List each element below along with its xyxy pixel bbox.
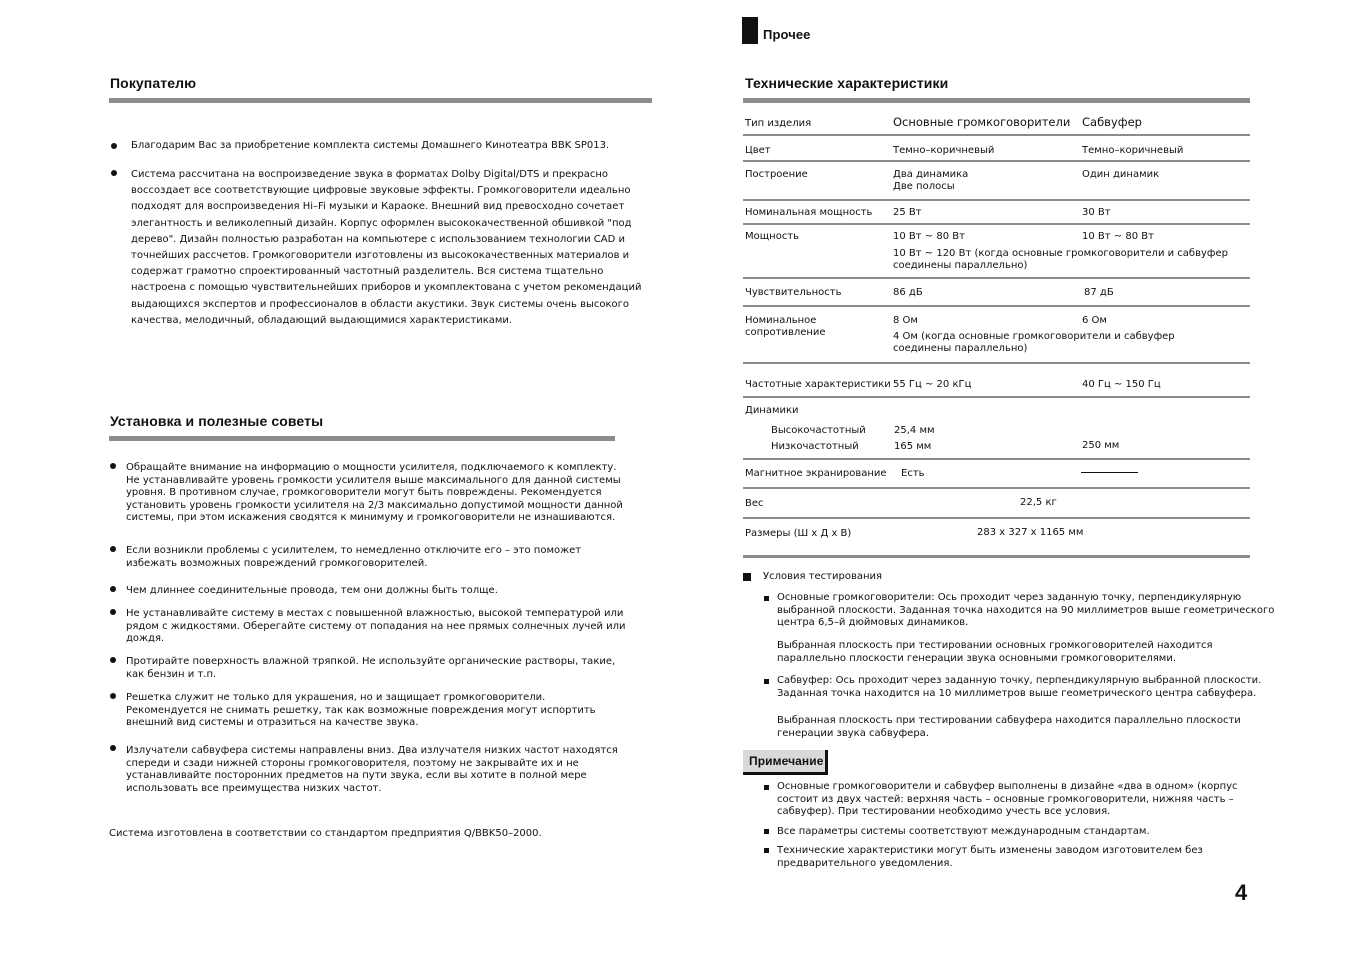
section-title-customer: Покупателю xyxy=(110,75,197,91)
section-rule xyxy=(109,98,652,103)
spec-label-drivers: Динамики xyxy=(745,405,799,416)
spec-label-weight: Вес xyxy=(745,498,764,509)
chapter-label: Прочее xyxy=(763,27,811,42)
bullet-icon xyxy=(110,546,116,552)
table-bottom-rule xyxy=(743,555,1250,558)
spec-label-impedance: Номинальное сопротивление xyxy=(745,315,826,338)
table-divider xyxy=(743,487,1250,489)
tip-item: Чем длиннее соединительные провода, тем они должны быть толще. xyxy=(126,585,498,596)
spec-value-main: 55 Гц ~ 20 кГц xyxy=(893,379,972,390)
square-bullet-icon xyxy=(764,829,769,834)
intro-paragraph-thanks: Благодарим Вас за приобретение комплекта системы Домашнего Кинотеатра BBK SP013. xyxy=(131,140,610,151)
testing-main-speakers: Основные громкоговорители: Ось проходит через заданную точку, перпендикулярную выбранной плоскости. Заданная точка находится на 90 миллиметров выше геометрического центра 6,5–й дюймовых динамиков. xyxy=(777,592,1275,628)
table-divider xyxy=(743,223,1250,225)
spec-label-magnetic-shielding: Магнитное экранирование xyxy=(745,468,887,479)
square-bullet-icon xyxy=(764,679,769,684)
table-divider xyxy=(743,396,1250,398)
tip-item: Решетка служит не только для украшения, но и защищает громкоговорители. Рекомендуется не снимать решетку, так как возможные повреждения могут испортить внешний вид системы и отразиться на качестве звука. xyxy=(126,692,596,728)
spec-value-sub: 40 Гц ~ 150 Гц xyxy=(1082,379,1161,390)
tip-item: Не устанавливайте систему в местах с повышенной влажностью, высокой температурой или рядом с жидкостями. Оберегайте систему от попадания на нее прямых солнечных лучей или дождя. xyxy=(126,608,626,644)
testing-main-speakers-plane: Выбранная плоскость при тестировании основных громкоговорителей находится параллельно плоскости генерации звука основными громкоговорителями. xyxy=(777,640,1213,664)
spec-label-power: Мощность xyxy=(745,231,800,242)
spec-value-main: 25 Вт xyxy=(893,207,922,218)
not-applicable-dash xyxy=(1081,472,1138,473)
table-header-subwoofer: Сабвуфер xyxy=(1082,115,1142,129)
spec-value-sub: Один динамик xyxy=(1082,169,1160,180)
spec-value-main: Есть xyxy=(901,468,925,479)
bullet-icon xyxy=(110,693,116,699)
spec-value-main: 10 Вт ~ 80 Вт xyxy=(893,231,965,242)
spec-label-build: Построение xyxy=(745,169,808,180)
tip-item: Протирайте поверхность влажной тряпкой. Не используйте органические растворы, такие, как бензин и т.п. xyxy=(126,656,616,680)
testing-subwoofer: Сабвуфер: Ось проходит через заданную точку, перпендикулярную выбранной плоскости. Заданная точка находится на 10 миллиметров выше геометрического центра сабвуфера. xyxy=(777,675,1262,699)
section-title-specs: Технические характеристики xyxy=(745,75,949,91)
table-divider xyxy=(743,517,1250,519)
table-divider xyxy=(743,305,1250,307)
spec-label-dimensions: Размеры (Ш х Д х В) xyxy=(745,528,852,539)
note-item: Все параметры системы соответствуют международным стандартам. xyxy=(777,826,1150,837)
spec-value-dimensions: 283 x 327 x 1165 мм xyxy=(977,527,1084,538)
bullet-icon xyxy=(111,170,117,176)
spec-label-woofer: Низкочастотный xyxy=(771,441,859,452)
spec-value-sub: 87 дБ xyxy=(1084,287,1114,298)
table-header-type: Тип изделия xyxy=(745,118,812,129)
section-title-installation: Установка и полезные советы xyxy=(110,413,324,429)
spec-value-sub: Темно–коричневый xyxy=(1082,145,1184,156)
spec-value-sub: 30 Вт xyxy=(1082,207,1111,218)
bullet-icon xyxy=(111,143,117,149)
tip-item: Если возникли проблемы с усилителем, то немедленно отключите его – это поможет избежать возможных повреждений громкоговорителей. xyxy=(126,545,582,569)
spec-value-main: Темно–коричневый xyxy=(893,145,995,156)
spec-value-main: 165 мм xyxy=(894,441,932,452)
tip-item: Излучатели сабвуфера системы направлены вниз. Два излучателя низких частот находятся спереди и сзади нижней стороны громкоговорителя, поэтому не закрывайте их и не устанавливайте посторонних предметов на пути звука, если вы хотите в полной мере использовать все преимущества низких частот. xyxy=(126,745,618,794)
spec-value-main: Две полосы xyxy=(893,181,955,192)
square-bullet-icon xyxy=(764,785,769,790)
section-rule xyxy=(743,98,1250,103)
spec-value-sub: 250 мм xyxy=(1082,440,1120,451)
section-rule xyxy=(109,436,615,441)
bullet-icon xyxy=(110,609,116,615)
spec-value-main: 25,4 мм xyxy=(894,425,935,436)
intro-paragraph-system: Система рассчитана на воспроизведение звука в форматах Dolby Digital/DTS и прекрасно воссоздает все соответствующие цифровые звуковые эффекты. Громкоговорители идеально подходят для воспроизведения Hi–Fi музыки и Караоке. Внешний вид превосходно сочетает элегантность и великолепный дизайн. Корпус оформлен высококачественной обшивкой "под дерево". Дизайн полностью разработан на компьютере с использованием технологии CAD и точнейших рассчетов. Громкоговорители изготовлены из высококачественных материалов и содержат грамотно спроектированный частотный разделитель. Вся система тщательно настроена с помощью чувствительнейших приборов и укомплектована с учетом рекомендаций выдающихся экспертов и профессионалов в области акустики. Звук системы очень высокого качества, мелодичный, обладающий выдающимися характеристиками. xyxy=(131,169,642,326)
bullet-icon xyxy=(110,657,116,663)
spec-value-weight: 22,5 кг xyxy=(1020,497,1057,508)
testing-subwoofer-plane: Выбранная плоскость при тестировании сабвуфера находится параллельно плоскости генерации звука сабвуфера. xyxy=(777,715,1241,739)
bullet-icon xyxy=(110,586,116,592)
note-label: Примечание xyxy=(749,754,824,768)
spec-label-nominal-power: Номинальная мощность xyxy=(745,207,873,218)
spec-value-main: 8 Ом xyxy=(893,315,918,326)
spec-label-sensitivity: Чувствительность xyxy=(745,287,842,298)
bullet-icon xyxy=(110,745,116,751)
spec-value-main: 86 дБ xyxy=(893,287,923,298)
square-bullet-icon xyxy=(764,596,769,601)
chapter-marker-icon xyxy=(742,17,758,44)
table-divider xyxy=(743,199,1250,201)
spec-label-color: Цвет xyxy=(745,145,771,156)
bullet-icon xyxy=(110,463,116,469)
note-item: Основные громкоговорители и сабвуфер выполнены в дизайне «два в одном» (корпус состоит из двух частей: верхняя часть – основные громкоговорители, нижняя часть – сабвуфер). При тестировании необходимо учесть все условия. xyxy=(777,781,1238,817)
page-number: 4 xyxy=(1235,880,1248,905)
spec-note: 4 Ом (когда основные громкоговорители и сабвуфер соединены параллельно) xyxy=(893,331,1175,354)
square-bullet-icon xyxy=(743,573,751,581)
note-item: Технические характеристики могут быть изменены заводом изготовителем без предварительного уведомления. xyxy=(777,845,1203,869)
spec-note: 10 Вт ~ 120 Вт (когда основные громкоговорители и сабвуфер соединены параллельно) xyxy=(893,248,1228,271)
table-divider xyxy=(743,160,1250,162)
table-divider xyxy=(743,277,1250,279)
tip-item: Обращайте внимание на информацию о мощности усилителя, подключаемого к комплекту. Не устанавливайте уровень громкости усилителя выше максимального для данной системы уровня. В противном случае, громкоговорители могут быть повреждены. Рекомендуется установить уровень громкости усилителя на 2/3 максимально допустимой мощности данной системы, при этом искажения сводятся к минимуму и громкоговорители не изнашиваются. xyxy=(126,462,623,523)
table-divider xyxy=(743,134,1250,136)
spec-label-tweeter: Высокочастотный xyxy=(771,425,866,436)
table-header-main-speakers: Основные громкоговорители xyxy=(893,115,1071,129)
spec-value-sub: 10 Вт ~ 80 Вт xyxy=(1082,231,1154,242)
spec-label-frequency: Частотные характеристики xyxy=(745,379,891,390)
table-divider xyxy=(743,458,1250,460)
square-bullet-icon xyxy=(764,848,769,853)
spec-value-sub: 6 Ом xyxy=(1082,315,1107,326)
standard-note: Система изготовлена в соответствии со стандартом предприятия Q/BBK50–2000. xyxy=(109,828,542,839)
table-divider xyxy=(743,362,1250,364)
spec-value-main: Два динамика xyxy=(893,169,969,180)
testing-conditions-title: Условия тестирования xyxy=(763,571,883,582)
